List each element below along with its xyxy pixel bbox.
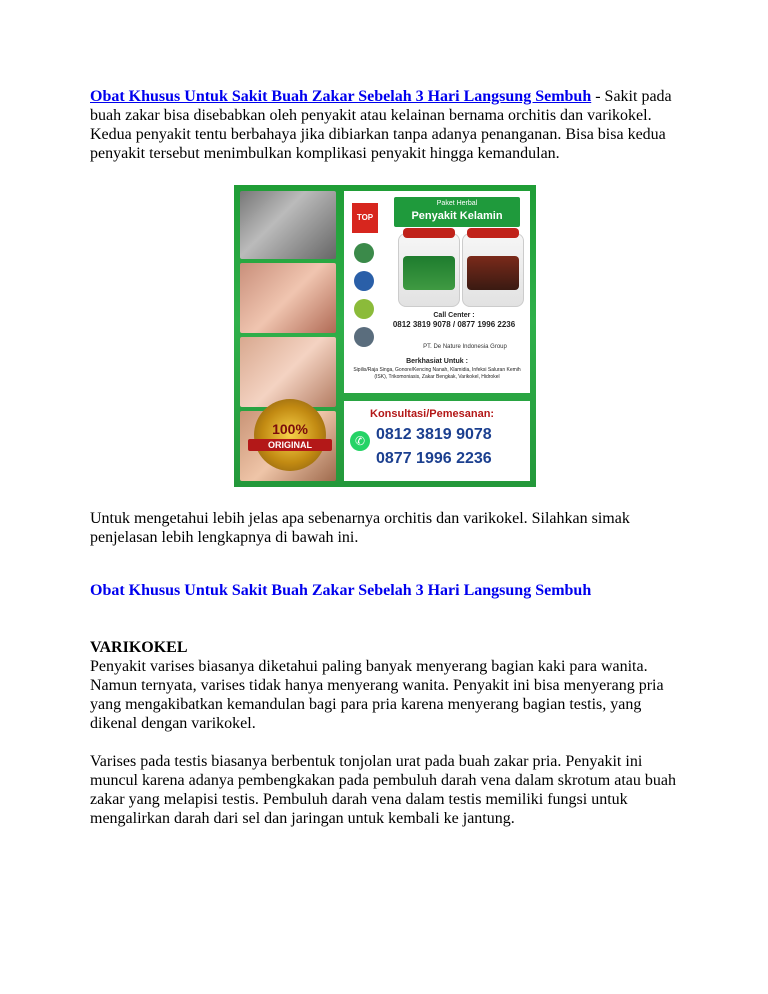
section-link: [90, 581, 680, 600]
original-label: ORIGINAL: [248, 439, 332, 451]
whatsapp-icon: ✆: [350, 431, 370, 451]
section-paragraph-2: Varises pada testis biasanya berbentuk tonjolan urat pada buah zakar pria. Penyakit ini muncul karena adanya pembengkakan pada pembuluh darah vena dalam skrotum atau buah zakar yang melapisi testis. Pembuluh darah vena dalam testis memiliki fungsi untuk mengalirkan darah dari sel dan jaringan untuk kembali ke jantung.: [90, 753, 676, 827]
product-jar-icon: [398, 233, 460, 307]
call-center: [384, 311, 524, 329]
symptom-photo: [240, 263, 336, 333]
certification-seal-icon: [354, 327, 374, 347]
original-badge: [254, 399, 326, 471]
intro-paragraph: [90, 87, 680, 163]
call-center-numbers: 0812 3819 9078 / 0877 1996 2236: [392, 320, 516, 329]
after-image-paragraph: Untuk mengetahui lebih jelas apa sebenarnya orchitis dan varikokel. Silahkan simak penjelasan lebih lengkapnya di bawah ini.: [90, 510, 630, 546]
product-jar-icon: [462, 233, 524, 307]
header-small: Paket Herbal: [436, 200, 478, 207]
top-quality-badge: TOP: [352, 203, 378, 233]
original-percent: 100%: [272, 421, 308, 437]
benefits-title: Berkhasiat Untuk :: [406, 358, 468, 365]
call-center-label: Call Center :: [433, 312, 475, 319]
certification-seal-icon: [354, 299, 374, 319]
phone-number-2: 0877 1996 2236: [376, 450, 492, 467]
certification-seal-icon: [354, 243, 374, 263]
product-header: [394, 197, 520, 227]
section-paragraph-1: Penyakit varises biasanya diketahui paling banyak menyerang bagian kaki para wanita. Namun ternyata, varises tidak hanya menyerang wanita. Penyakit ini bisa menyerang pria yang mengakibatkan kemandulan bagi para pria karena menyerang bagian testis, yang dikenal dengan varikokel.: [90, 658, 664, 732]
contact-box: [344, 401, 530, 481]
symptom-photo: [240, 337, 336, 407]
phone-number-1: 0812 3819 9078: [376, 426, 492, 443]
header-big: Penyakit Kelamin: [411, 210, 503, 222]
document-page: [90, 87, 680, 828]
benefits-desc: Sipilis/Raja Singa, Gonore/Kencing Nanah, Klamidia, Infeksi Saluran Kemih (ISK), Trikomoniasis, Zakar Bengkak, Varikokel, Hidrokel: [353, 367, 521, 380]
certification-seal-icon: [354, 271, 374, 291]
benefits-box: [344, 353, 530, 393]
symptom-photo: [240, 191, 336, 259]
section-article-link[interactable]: Obat Khusus Untuk Sakit Buah Zakar Sebelah 3 Hari Langsung Sembuh: [90, 582, 592, 599]
product-ad-image: [234, 185, 536, 487]
company-address: PT. De Nature Indonesia Group: [423, 344, 507, 350]
intro-article-link[interactable]: Obat Khusus Untuk Sakit Buah Zakar Sebelah 3 Hari Langsung Sembuh: [90, 88, 592, 105]
section-heading: VARIKOKEL: [90, 639, 188, 656]
intro-text: - Sakit pada buah zakar bisa disebabkan oleh penyakit atau kelainan bernama orchitis dan varikokel. Kedua penyakit tentu berbahaya jika dibiarkan tanpa adanya penanganan. Bisa bisa kedua penyakit tersebut menimbulkan komplikasi penyakit hingga kemandulan.: [90, 88, 672, 162]
konsultasi-label: Konsultasi/Pemesanan:: [370, 408, 495, 420]
